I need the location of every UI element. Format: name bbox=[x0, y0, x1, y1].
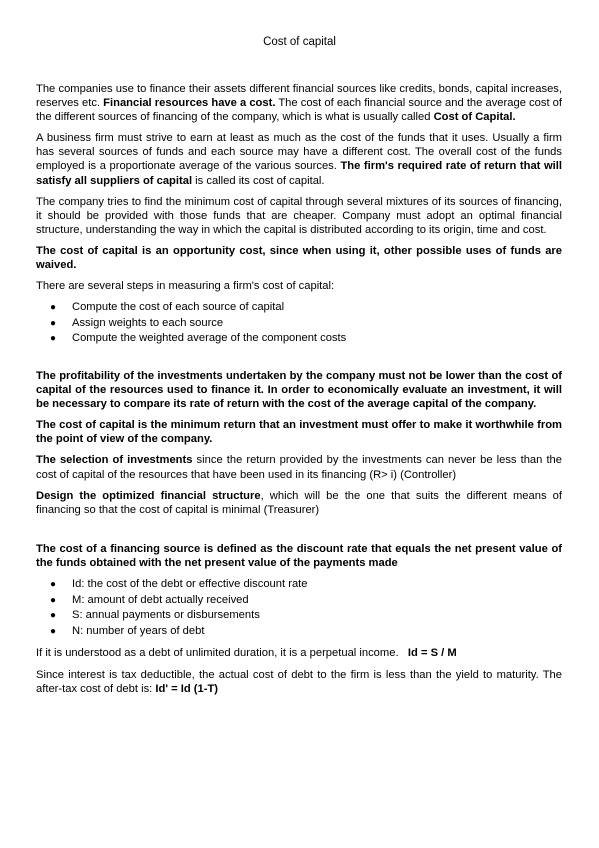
list-item bbox=[36, 593, 562, 609]
bullet-icon: ● bbox=[50, 625, 57, 637]
paragraph-financial-structure bbox=[36, 489, 562, 517]
formula: Id' = Id (1-T) bbox=[155, 682, 219, 695]
bold-run: The selection of investments bbox=[36, 454, 193, 467]
paragraph-after-tax-cost bbox=[36, 668, 562, 696]
bold-run: Financial resources have a cost. bbox=[103, 97, 276, 110]
text-run: If it is understood as a debt of unlimited duration, it is a perpetual income. bbox=[36, 647, 408, 660]
list-item-text: Compute the cost of each source of capital bbox=[72, 301, 285, 314]
list-item-text: Id: the cost of the debt or effective discount rate bbox=[72, 578, 308, 591]
list-item-text: Assign weights to each source bbox=[72, 316, 224, 329]
text-run: is called its cost of capital. bbox=[192, 174, 325, 187]
bold-run: The cost of capital is the minimum return that an investment must offer to make it worthwhile from the point of view of the company. bbox=[36, 419, 562, 446]
spacer bbox=[36, 524, 562, 542]
bullet-icon: ● bbox=[50, 610, 57, 622]
paragraph-minimum-cost: The company tries to find the minimum cost of capital through several mixtures of its sources of financing, it should be provided with those funds that are cheaper. Company must adopt an optimal financial structure, understanding the way in which the capital is distributed according to its origin, time and cost. bbox=[36, 195, 562, 236]
list-item bbox=[36, 331, 562, 347]
bullet-icon: ● bbox=[50, 317, 57, 329]
list-item bbox=[36, 608, 562, 624]
paragraph-steps-intro: There are several steps in measuring a firm's cost of capital: bbox=[36, 280, 335, 293]
bullet-icon: ● bbox=[50, 302, 57, 314]
bold-run: Cost of Capital. bbox=[433, 111, 516, 124]
paragraph-profitability bbox=[36, 369, 562, 411]
variables-list bbox=[36, 577, 562, 639]
bold-run: Design the optimized financial structure bbox=[36, 489, 261, 502]
list-item-text: M: amount of debt actually received bbox=[72, 593, 249, 606]
list-item bbox=[36, 316, 562, 332]
bullet-icon: ● bbox=[50, 594, 57, 606]
text-run: The cost of each financial source and the average cost of the different sources of financing of the company, which is what is usually called bbox=[36, 97, 562, 124]
spacer bbox=[36, 354, 562, 369]
paragraph-opportunity-cost bbox=[36, 244, 562, 272]
bullet-icon: ● bbox=[50, 333, 57, 345]
paragraph-business-firm bbox=[36, 131, 562, 187]
paragraph-perpetual-income bbox=[36, 646, 562, 660]
text-run: since the return provided by the investments can never be less than the cost of capital of the resources that have been used in its financing (R> i) (Controller) bbox=[36, 454, 562, 481]
paragraph-financing-source-definition bbox=[36, 542, 562, 570]
list-item bbox=[36, 624, 562, 640]
text-run: Since interest is tax deductible, the actual cost of debt to the firm is less than the yield to maturity. The after-tax cost of debt is: bbox=[36, 668, 562, 695]
text-run: , which will be the one that suits the different means of financing so that the cost of capital is minimal (Treasurer) bbox=[36, 489, 562, 516]
paragraph-selection-investments bbox=[36, 453, 562, 481]
text-run: A business firm must strive to earn at least as much as the cost of the funds that it uses. Usually a firm has several sources of funds and each source may have a different cost. The overall cost of the funds employed is a proportionate average of the various sources. bbox=[36, 132, 562, 173]
formula: Id = S / M bbox=[407, 647, 457, 660]
paragraph-minimum-return bbox=[36, 418, 562, 446]
bold-run: The cost of capital is an opportunity cost, since when using it, other possible uses of funds are waived. bbox=[36, 244, 562, 272]
text-run: The companies use to finance their assets different financial sources like credits, bonds, capital increases, reserves etc. bbox=[36, 83, 562, 110]
bold-run: The cost of a financing source is defined as the discount rate that equals the net present value of the funds obtained with the net present value of the payments made bbox=[36, 542, 562, 569]
document-body bbox=[36, 82, 562, 703]
page-title: Cost of capital bbox=[263, 36, 336, 48]
list-item-text: Compute the weighted average of the component costs bbox=[72, 332, 347, 345]
list-item-text: S: annual payments or disbursements bbox=[72, 609, 260, 622]
list-item bbox=[36, 300, 562, 316]
paragraph-financing-sources bbox=[36, 82, 562, 124]
list-item bbox=[36, 577, 562, 593]
bullet-icon: ● bbox=[50, 579, 57, 591]
list-item-text: N: number of years of debt bbox=[72, 624, 205, 637]
bold-run: The firm's required rate of return that will satisfy all suppliers of capital bbox=[36, 160, 562, 187]
steps-list bbox=[36, 300, 562, 347]
bold-run: The profitability of the investments undertaken by the company must not be lower than the cost of capital of the resources used to finance it. In order to economically evaluate an investment, it will be necessary to compare its rate of return with the cost of the average capital of the company. bbox=[36, 370, 562, 411]
